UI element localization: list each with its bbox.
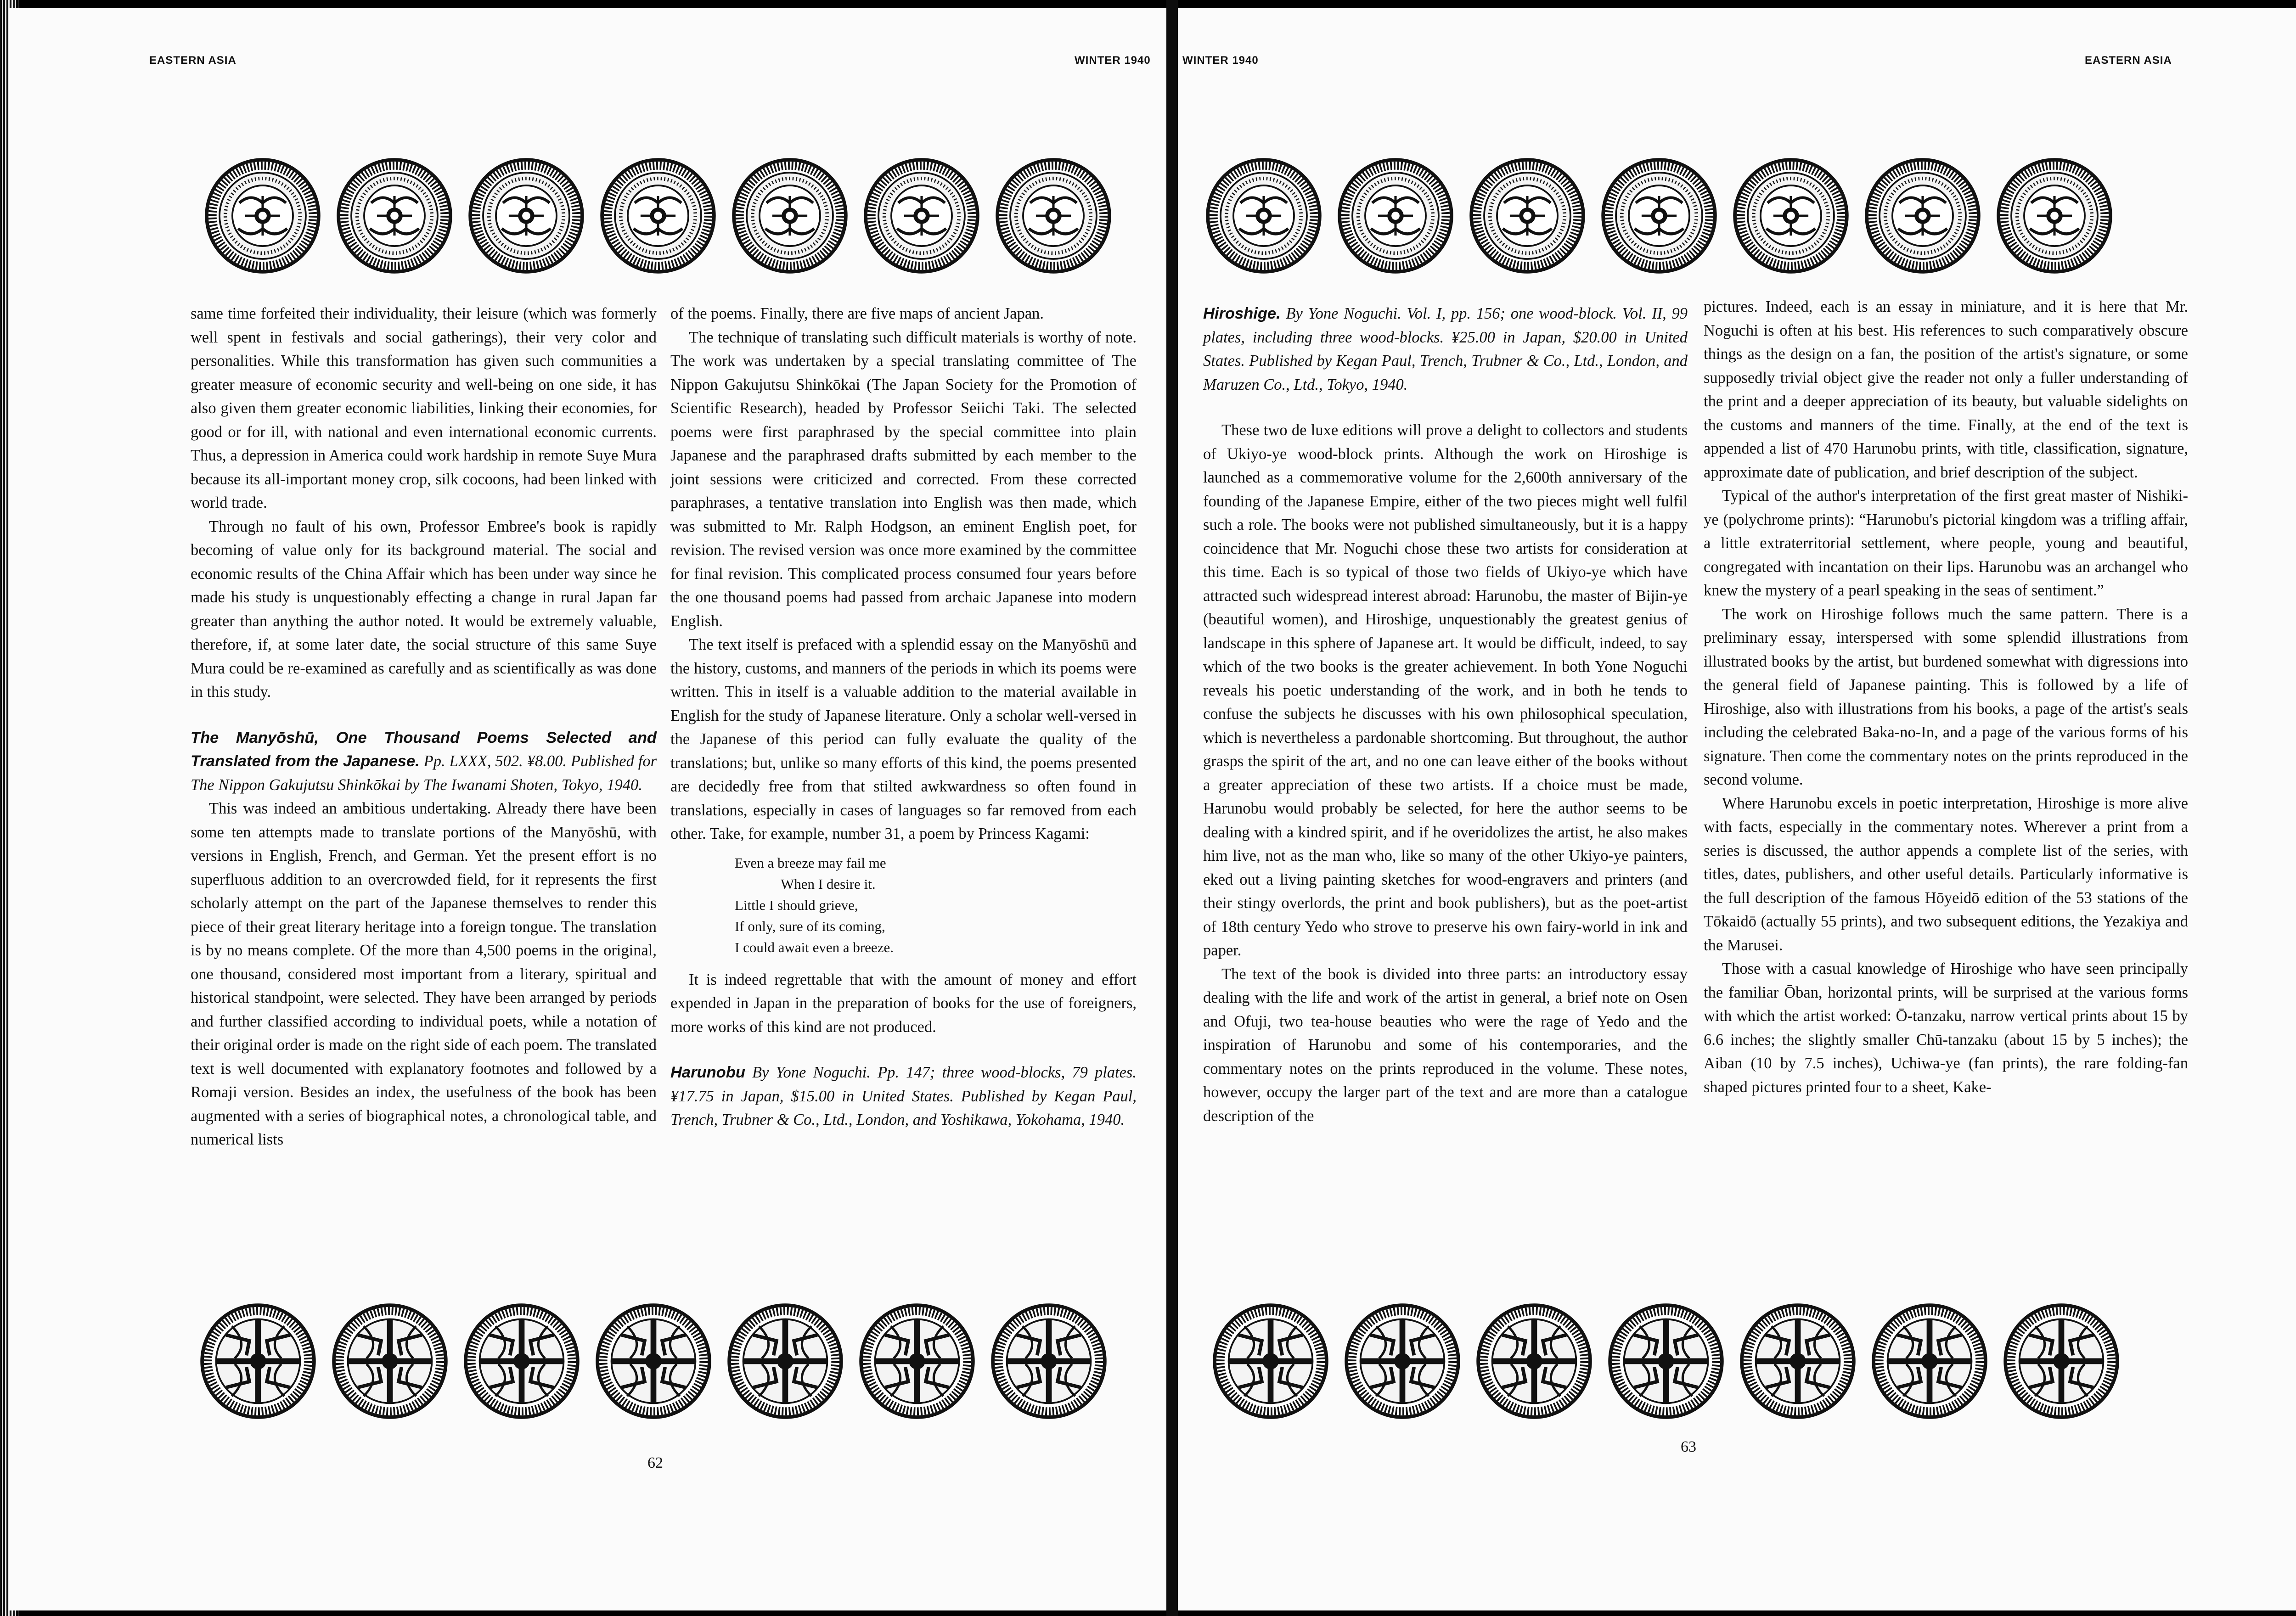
left-page <box>9 8 1166 1610</box>
paragraph: These two de luxe editions will prove a delight to collectors and students of Ukiyo-ye wood-block prints. Although the work on Hiroshige is launched as a commemorative volume for the 2,600th anniversary of the founding of the Japanese Empire, either of the two pieces might well fulfil such a role. The books were not published simultaneously, but it is a happy coincidence that Mr. Noguchi chose these two artists for consideration at this time. Each is so typical of those two fields of Ukiyo-ye which have attracted such widespread interest abroad: Harunobu, the master of Bijin-ye (beautiful women), and Hiroshige, unquestionably the greatest genius of landscape in this sphere of Japanese art. It would be difficult, indeed, to say which of the two books is the greater achievement. In both Yone Noguchi reveals his poetic understanding of the work, and in both he tends to confuse the subjects he discusses with his own philosophical speculation, which is nevertheless a pardonable shortcoming. But throughout, the author grasps the spirit of the art, and no one can leave either of the books without a greater appreciation of these two artists. If a choice must be made, Harunobu would probably be selected, for here the author seems to be dealing with a kindred spirit, and if he overidolizes the artist, he also makes him live, not as the man who, like so many of the other Ukiyo-ye painters, eked out a living painting sketches for wood-engravers and printers (and their stingy overlords, the print and book publishers), but as the poet-artist of 18th century Yedo who strove to preserve his own fairy-world in ink and paper. <box>1203 421 1688 959</box>
medallion-ornament <box>1469 157 1586 274</box>
paragraph: The technique of translating such difficult materials is worthy of note. The work was undertaken by a special translating committee of The Nippon Gakujutsu Shinkōkai (The Japan Society for the Promotion of Scientific Research), headed by Professor Seiichi Taki. The selected poems were first paraphrased by the special committee into plain Japanese and the paraphrased drafts submitted by each member to the joint sessions were criticized and corrected. From these corrected paraphrases, a tentative translation into English was then made, which was submitted to Mr. Ralph Hodgson, an eminent English poet, for revision. The revised version was once more examined by the committee for final revision. This complicated process consumed four years before the one thousand poems had passed from archaic Japanese into modern English. <box>670 328 1137 630</box>
review-heading-hiroshige <box>1203 302 1688 397</box>
medallion-ornament <box>204 157 321 274</box>
medallion-ornament <box>332 1303 448 1420</box>
paragraph: Typical of the author's interpretation of the first great master of Nishiki-ye (polychrome prints): “Harunobu's pictorial kingdom was a trifling affair, a little extraterritorial settlement, where people, young and beautiful, congregated with incantation on their lips. Harunobu was an archangel who knew the mystery of a pearl speaking in the seas of sentiment.” <box>1704 487 2188 599</box>
medallion-ornament <box>1344 1303 1461 1420</box>
paragraph: This was indeed an ambitious undertaking. Already there have been some ten attempts made to translate portions of the Manyōshū, with versions in English, French, and German. Yet the present effort is no superfluous addition to an overcrowded field, for it represents the first scholarly attempt on the part of the Japanese themselves to render this piece of their great literary heritage into a foreign tongue. The translation is by no means complete. Of the more than 4,500 poems in the original, one thousand, considered most important from a literary, spiritual and historical standpoint, were selected. They have been arranged by periods and further classified according to individual poets, while a notation of their original order is made on the right side of each poem. The translated text is well documented with explanatory footnotes and followed by a Romaji version. Besides an index, the usefulness of the book has been augmented with a series of biographical notes, a chronological table, and numerical lists <box>191 800 657 1148</box>
medallion-ornament <box>863 157 980 274</box>
review-heading-manyoshu <box>191 726 657 797</box>
left-column-1 <box>191 302 657 1152</box>
poem-line: Even a breeze may fail me <box>735 854 886 871</box>
medallion-ornament <box>732 157 848 274</box>
medallion-ornament <box>995 157 1112 274</box>
paragraph: same time forfeited their individuality, their leisure (which was formerly well spent in festivals and social gatherings), their very color and personalities. While this transformation has given such communities a greater measure of economic security and well-being on one side, it has also given them greater economic liabilities, linking their economies, for good or for ill, with national and even international economic currents. Thus, a depression in America could work hardship in remote Suye Mura because its all-important money crop, silk cocoons, had been linked with world trade. <box>191 305 657 511</box>
bottom-ornament-band <box>1212 1303 2135 1420</box>
page-number: 63 <box>1681 1438 1696 1455</box>
left-column-2 <box>670 302 1137 1132</box>
poem-line: Little I should grieve, <box>735 897 858 913</box>
review-title: Harunobu <box>670 1064 745 1081</box>
book-gutter <box>1166 0 1178 1616</box>
medallion-ornament <box>1871 1303 1988 1420</box>
paragraph: Where Harunobu excels in poetic interpretation, Hiroshige is more alive with facts, especially in the commentary notes. Wherever a print from a series is discussed, the author appends a complete list of the series, with titles, dates, publishers, and other useful details. Particularly informative is the full description of the famous Hōyeidō edition of the 53 stations of the Tōkaidō (actually 55 prints), and two subsequent editions, the Yezakiya and the Marusei. <box>1704 794 2188 954</box>
running-head-left: WINTER 1940 <box>1182 54 1259 67</box>
paragraph: The work on Hiroshige follows much the same pattern. There is a preliminary essay, interspersed with some splendid illustrations from illustrated books by the artist, but burdened somewhat with digressions into the general field of Japanese painting. This is followed by a life of Hiroshige, also with illustrations from his books, a page of the artist's seals including the celebrated Baka-no-In, and a page of the various forms of his signature. Then come the commentary notes on the prints reproduced in the second volume. <box>1704 605 2188 788</box>
medallion-ornament <box>2003 1303 2120 1420</box>
medallion-ornament <box>336 157 453 274</box>
right-column-2 <box>1704 295 2188 1099</box>
medallion-ornament <box>200 1303 316 1420</box>
medallion-ornament <box>859 1303 975 1420</box>
medallion-ornament <box>1205 157 1322 274</box>
medallion-ornament <box>1337 157 1454 274</box>
medallion-ornament <box>1601 157 1717 274</box>
review-meta: Pp. LXXX, 502. ¥8.00. Published for The Nippon Gakujutsu Shinkōkai by The Iwanami Shoten, Tokyo, 1940. <box>191 752 657 794</box>
review-meta: By Yone Noguchi. Pp. 147; three wood-blocks, 79 plates. ¥17.75 in Japan, $15.00 in United States. Published by Kegan Paul, Trench, Trubner & Co., Ltd., London, and Yoshikawa, Yokohama, 1940. <box>670 1064 1137 1128</box>
medallion-ornament <box>463 1303 580 1420</box>
review-heading-harunobu <box>670 1061 1137 1132</box>
poem-line: I could await even a breeze. <box>735 939 894 955</box>
paragraph: of the poems. Finally, there are five maps of ancient Japan. <box>670 305 1044 322</box>
bottom-ornament-band <box>200 1303 1122 1420</box>
review-meta: By Yone Noguchi. Vol. I, pp. 156; one wood-block. Vol. II, 99 plates, including three wood-blocks. ¥25.00 in Japan, $20.00 in United States. Published by Kegan Paul, Trench, Trubner & Co., Ltd., London, and Maruzen Co., Ltd., Tokyo, 1940. <box>1203 305 1688 393</box>
paragraph: Those with a casual knowledge of Hiroshige who have seen principally the familiar Ōban, horizontal prints, will be surprised at the various forms with which the artist worked: Ō-tanzaku, narrow vertical prints about 15 by 6.6 inches; the slightly smaller Chū-tanzaku (about 15 by 5 inches); the Aiban (10 by 7.5 inches), Uchiwa-ye (fan prints), the rare folding-fan shaped pictures printed four to a sheet, Kake- <box>1704 960 2188 1096</box>
medallion-ornament <box>600 157 716 274</box>
review-title: Hiroshige. <box>1203 305 1281 322</box>
paragraph: It is indeed regrettable that with the amount of money and effort expended in Japan in the preparation of books for the use of foreigners, more works of this kind are not produced. <box>670 971 1137 1036</box>
medallion-ornament <box>1476 1303 1593 1420</box>
medallion-ornament <box>1739 1303 1856 1420</box>
medallion-ornament <box>1996 157 2113 274</box>
medallion-ornament <box>468 157 585 274</box>
running-head-right: WINTER 1940 <box>1075 54 1151 67</box>
poem-block <box>670 853 1137 958</box>
poem-line: When I desire it. <box>781 875 876 892</box>
top-ornament-band <box>204 157 1127 274</box>
medallion-ornament <box>1733 157 1849 274</box>
poem-line: If only, sure of its coming, <box>735 918 885 934</box>
running-head-left: EASTERN ASIA <box>149 54 236 67</box>
paragraph: The text itself is prefaced with a splendid essay on the Manyōshū and the history, customs, and manners of the periods in which its poems were written. This in itself is a valuable addition to the material available in English for the study of Japanese literature. Only a scholar well-versed in the Japanese of this period can fully evaluate the quality of the translations; but, unlike so many efforts of this kind, the poems presented are decidedly free from that stilted awkwardness so often found in translations, especially in cases of languages so far removed from each other. Take, for example, number 31, a poem by Princess Kagami: <box>670 636 1137 842</box>
running-head-right: EASTERN ASIA <box>2085 54 2172 67</box>
top-ornament-band <box>1205 157 2128 274</box>
medallion-ornament <box>727 1303 844 1420</box>
medallion-ornament <box>1212 1303 1329 1420</box>
medallion-ornament <box>1864 157 1981 274</box>
medallion-ornament <box>595 1303 712 1420</box>
right-column-1 <box>1203 302 1688 1128</box>
review-title: The Manyōshū, One Thousand Poems Selected and Translated from the Japanese. <box>191 729 657 770</box>
paragraph: Through no fault of his own, Professor Embree's book is rapidly becoming of value only for its background material. The social and economic results of the China Affair which has been under way since he made his study is unquestionably effecting a change in rural Japan far greater than anything the author noted. It would be extremely valuable, therefore, if, at some later date, the social structure of this same Suye Mura could be re-examined as carefully and as scientifically as was done in this study. <box>191 517 657 701</box>
medallion-ornament <box>1608 1303 1724 1420</box>
paragraph: pictures. Indeed, each is an essay in miniature, and it is here that Mr. Noguchi is often at his best. His references to such comparatively obscure things as the design on a fan, the position of the artist's signature, or some supposedly trivial object give the reader not only a fuller understanding of the print and a deeper appreciation of its beauty, but valuable sidelights on the customs and manners of the time. Finally, at the end of the text is appended a list of 470 Harunobu prints, with title, classification, signature, approximate date of publication, and brief description of the subject. <box>1704 298 2188 481</box>
right-page <box>1178 8 2296 1610</box>
paragraph: The text of the book is divided into three parts: an introductory essay dealing with the life and work of the artist in general, a brief note on Osen and Ofuji, two tea-house beauties who were the rage of Yedo and the inspiration of Harunobu and some of his contemporaries, and the commentary notes on the prints reproduced in the volume. These notes, however, occupy the larger part of the text and are more than a catalogue description of the <box>1203 965 1688 1125</box>
page-number: 62 <box>647 1454 663 1471</box>
medallion-ornament <box>990 1303 1107 1420</box>
